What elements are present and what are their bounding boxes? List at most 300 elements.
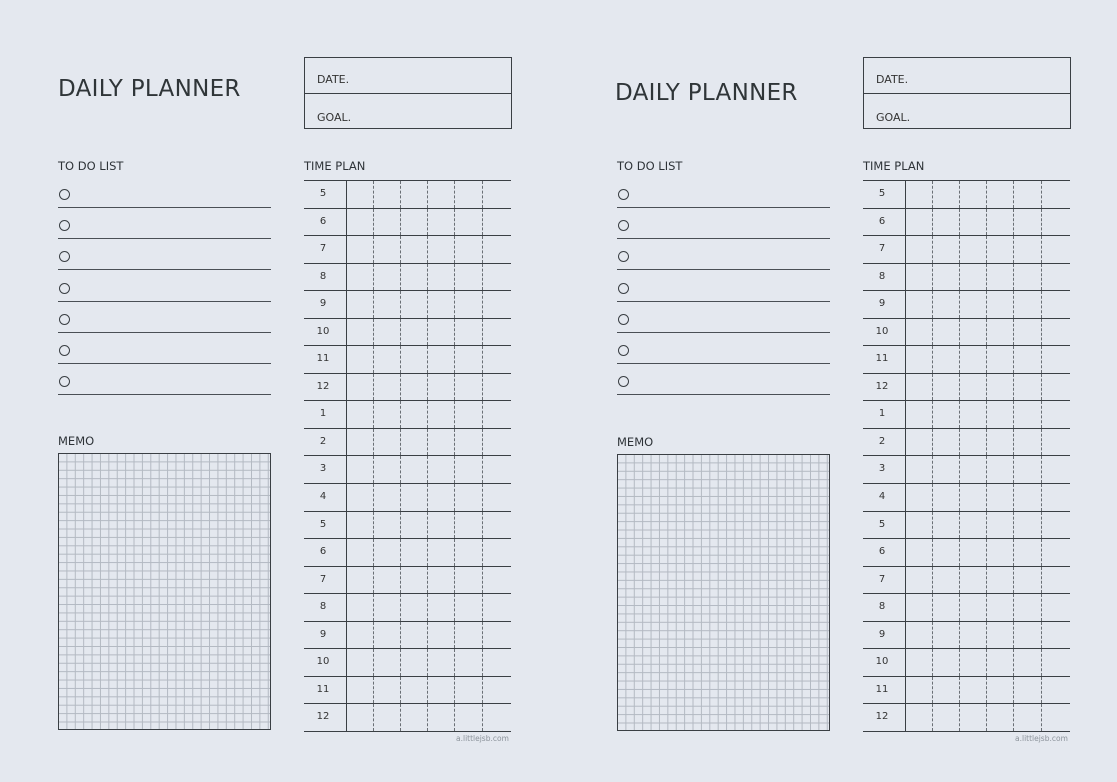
time-slot-row[interactable] [304,181,511,209]
hour-divider [905,677,906,704]
hour-divider [905,346,906,373]
dashed-divider [400,181,401,208]
dashed-divider [454,484,455,511]
checkbox-circle-icon[interactable] [59,314,70,325]
time-slot-row[interactable] [863,677,1070,705]
time-slot-row[interactable] [863,346,1070,374]
time-plan-table [304,180,511,732]
checkbox-circle-icon[interactable] [59,251,70,262]
hour-divider [346,704,347,731]
dashed-divider [427,622,428,649]
hour-divider [905,484,906,511]
dashed-divider [400,236,401,263]
dashed-divider [1041,429,1042,456]
dashed-divider [1013,319,1014,346]
dashed-divider [427,429,428,456]
dashed-divider [482,512,483,539]
time-slot-row[interactable] [863,401,1070,429]
dashed-divider [454,264,455,291]
time-slot-row[interactable] [863,539,1070,567]
hour-divider [905,649,906,676]
time-slot-row[interactable] [863,456,1070,484]
hour-divider [905,374,906,401]
dashed-divider [482,291,483,318]
dashed-divider [986,567,987,594]
dashed-divider [400,704,401,731]
dashed-divider [454,456,455,483]
dashed-divider [427,181,428,208]
dashed-divider [482,236,483,263]
dashed-divider [373,209,374,236]
dashed-divider [427,291,428,318]
dashed-divider [959,264,960,291]
dashed-divider [959,236,960,263]
page-title: DAILY PLANNER [615,80,798,106]
dashed-divider [454,401,455,428]
dashed-divider [986,374,987,401]
dashed-divider [1041,594,1042,621]
dashed-divider [400,374,401,401]
dashed-divider [482,704,483,731]
hour-divider [346,236,347,263]
credit-text: a.littlejsb.com [456,734,509,743]
todo-item[interactable] [58,306,271,333]
hour-label: 8 [319,601,327,613]
dashed-divider [427,209,428,236]
dashed-divider [482,594,483,621]
time-slot-row[interactable] [863,181,1070,209]
dashed-divider [482,677,483,704]
dashed-divider [454,704,455,731]
dashed-divider [373,512,374,539]
hour-label: 9 [319,298,327,310]
time-slot-row[interactable] [863,209,1070,237]
dashed-divider [932,484,933,511]
todo-item[interactable] [58,181,271,208]
dashed-divider [959,594,960,621]
time-slot-row[interactable] [863,291,1070,319]
dashed-divider [932,456,933,483]
time-slot-row[interactable] [863,622,1070,650]
credit-text: a.littlejsb.com [1015,734,1068,743]
time-slot-row[interactable] [863,649,1070,677]
dashed-divider [454,374,455,401]
dashed-divider [1041,346,1042,373]
dashed-divider [400,401,401,428]
dashed-divider [400,539,401,566]
dashed-divider [373,319,374,346]
todo-list-label: TO DO LIST [617,159,683,173]
dashed-divider [959,677,960,704]
dashed-divider [373,539,374,566]
todo-item[interactable] [617,243,830,270]
dashed-divider [959,456,960,483]
time-slot-row[interactable] [304,291,511,319]
todo-item[interactable] [617,368,830,395]
hour-divider [346,456,347,483]
dashed-divider [932,429,933,456]
hour-divider [905,539,906,566]
dashed-divider [482,346,483,373]
dashed-divider [986,236,987,263]
hour-divider [905,567,906,594]
dashed-divider [454,209,455,236]
dashed-divider [959,567,960,594]
dashed-divider [454,677,455,704]
dashed-divider [427,456,428,483]
hour-divider [346,264,347,291]
dashed-divider [400,346,401,373]
checkbox-circle-icon[interactable] [59,345,70,356]
hour-divider [905,429,906,456]
hour-divider [346,181,347,208]
dashed-divider [482,429,483,456]
todo-item[interactable] [617,212,830,239]
dashed-divider [373,236,374,263]
todo-item[interactable] [58,275,271,302]
checkbox-circle-icon[interactable] [618,314,629,325]
dashed-divider [427,484,428,511]
hour-divider [905,512,906,539]
time-slot-row[interactable] [304,401,511,429]
hour-label: 10 [316,656,330,668]
dashed-divider [454,291,455,318]
checkbox-circle-icon[interactable] [59,283,70,294]
hour-label: 2 [319,435,327,447]
hour-label: 6 [319,546,327,558]
dashed-divider [373,649,374,676]
time-slot-row[interactable] [304,677,511,705]
dashed-divider [932,512,933,539]
time-slot-row[interactable] [304,594,511,622]
dashed-divider [932,236,933,263]
hour-label: 5 [319,518,327,530]
hour-label: 4 [878,491,886,503]
time-slot-row[interactable] [863,567,1070,595]
dashed-divider [427,677,428,704]
dashed-divider [932,594,933,621]
hour-label: 5 [319,188,327,199]
time-slot-row[interactable] [863,484,1070,512]
goal-label: GOAL. [317,111,352,124]
dashed-divider [1041,236,1042,263]
hour-label: 11 [316,353,330,365]
dashed-divider [400,594,401,621]
dashed-divider [1013,539,1014,566]
hour-label: 6 [878,215,886,227]
dashed-divider [986,456,987,483]
time-slot-row[interactable] [304,649,511,677]
dashed-divider [373,291,374,318]
dashed-divider [932,539,933,566]
dashed-divider [1013,429,1014,456]
dashed-divider [986,181,987,208]
dashed-divider [959,429,960,456]
time-slot-row[interactable] [304,512,511,540]
dashed-divider [373,401,374,428]
hour-label: 1 [878,408,886,420]
dashed-divider [1041,539,1042,566]
dashed-divider [400,567,401,594]
dashed-divider [1041,704,1042,731]
hour-label: 7 [878,573,886,585]
dashed-divider [986,512,987,539]
todo-item[interactable] [58,243,271,270]
time-slot-row[interactable] [863,374,1070,402]
dashed-divider [400,291,401,318]
dashed-divider [427,401,428,428]
dashed-divider [482,319,483,346]
dashed-divider [482,622,483,649]
time-slot-row[interactable] [304,264,511,292]
time-slot-row[interactable] [304,567,511,595]
date-goal-box [304,57,512,129]
dashed-divider [932,567,933,594]
hour-divider [346,319,347,346]
hour-label: 12 [316,380,330,392]
dashed-divider [454,429,455,456]
dashed-divider [1041,209,1042,236]
hour-divider [905,319,906,346]
dashed-divider [1013,346,1014,373]
dashed-divider [932,677,933,704]
dashed-divider [959,209,960,236]
checkbox-circle-icon[interactable] [618,283,629,294]
hour-label: 10 [316,325,330,337]
hour-divider [905,291,906,318]
dashed-divider [482,567,483,594]
hour-label: 8 [878,270,886,282]
hour-label: 1 [319,408,327,420]
dashed-divider [373,456,374,483]
hour-label: 7 [319,573,327,585]
checkbox-circle-icon[interactable] [618,251,629,262]
dashed-divider [427,539,428,566]
time-slot-row[interactable] [304,236,511,264]
hour-divider [346,567,347,594]
dashed-divider [1041,374,1042,401]
hour-divider [346,677,347,704]
dashed-divider [427,567,428,594]
checkbox-circle-icon[interactable] [59,376,70,387]
time-slot-row[interactable] [863,264,1070,292]
time-slot-row[interactable] [863,594,1070,622]
hour-label: 4 [319,491,327,503]
dashed-divider [1013,374,1014,401]
dashed-divider [482,401,483,428]
hour-label: 11 [875,683,889,695]
hour-label: 12 [875,711,889,723]
dashed-divider [1041,264,1042,291]
dashed-divider [1013,291,1014,318]
dashed-divider [427,594,428,621]
dashed-divider [959,539,960,566]
todo-item[interactable] [617,275,830,302]
hour-divider [905,622,906,649]
hour-label: 7 [319,243,327,255]
dashed-divider [373,346,374,373]
time-slot-row[interactable] [863,236,1070,264]
dashed-divider [959,401,960,428]
dashed-divider [1041,512,1042,539]
dashed-divider [482,649,483,676]
hour-label: 5 [878,518,886,530]
hour-divider [346,512,347,539]
time-slot-row[interactable] [304,456,511,484]
hour-divider [346,209,347,236]
time-slot-row[interactable] [304,484,511,512]
checkbox-circle-icon[interactable] [59,189,70,200]
hour-divider [905,181,906,208]
dashed-divider [482,539,483,566]
hour-label: 12 [316,711,330,723]
time-plan-table [863,180,1070,732]
dashed-divider [1013,567,1014,594]
dashed-divider [959,181,960,208]
dashed-divider [427,649,428,676]
checkbox-circle-icon[interactable] [618,345,629,356]
dashed-divider [1013,594,1014,621]
dashed-divider [1013,209,1014,236]
time-slot-row[interactable] [304,209,511,237]
dashed-divider [932,622,933,649]
hour-label: 10 [875,656,889,668]
dashed-divider [1013,677,1014,704]
todo-item[interactable] [617,337,830,364]
dashed-divider [986,704,987,731]
hour-label: 3 [878,463,886,475]
dashed-divider [959,622,960,649]
dashed-divider [373,264,374,291]
timeplan-label: TIME PLAN [304,159,366,173]
hour-label: 6 [319,215,327,227]
dashed-divider [932,319,933,346]
hour-label: 9 [878,298,886,310]
dashed-divider [400,649,401,676]
dashed-divider [1041,622,1042,649]
dashed-divider [986,622,987,649]
dashed-divider [427,236,428,263]
time-slot-row[interactable] [863,704,1070,732]
dashed-divider [932,291,933,318]
todo-item[interactable] [58,212,271,239]
dashed-divider [986,539,987,566]
checkbox-circle-icon[interactable] [618,189,629,200]
time-slot-row[interactable] [304,429,511,457]
time-slot-row[interactable] [304,346,511,374]
time-slot-row[interactable] [304,539,511,567]
dashed-divider [1041,677,1042,704]
dashed-divider [482,209,483,236]
dashed-divider [454,236,455,263]
time-slot-row[interactable] [304,622,511,650]
dashed-divider [932,181,933,208]
goal-label: GOAL. [876,111,911,124]
checkbox-circle-icon[interactable] [618,376,629,387]
hour-label: 8 [319,270,327,282]
hour-divider [905,704,906,731]
dashed-divider [959,374,960,401]
dashed-divider [959,484,960,511]
page-title: DAILY PLANNER [58,76,241,102]
dashed-divider [986,429,987,456]
time-slot-row[interactable] [863,319,1070,347]
hour-divider [346,594,347,621]
hour-label: 8 [878,601,886,613]
dashed-divider [959,512,960,539]
dashed-divider [482,264,483,291]
dashed-divider [959,319,960,346]
hour-label: 2 [878,435,886,447]
timeplan-label: TIME PLAN [863,159,925,173]
checkbox-circle-icon[interactable] [618,220,629,231]
time-slot-row[interactable] [863,429,1070,457]
dashed-divider [427,346,428,373]
dashed-divider [1041,401,1042,428]
dashed-divider [373,677,374,704]
dashed-divider [373,567,374,594]
dashed-divider [932,704,933,731]
time-slot-row[interactable] [304,374,511,402]
hour-divider [905,236,906,263]
hour-divider [905,594,906,621]
memo-grid[interactable] [58,453,271,730]
time-slot-row[interactable] [863,512,1070,540]
dashed-divider [373,374,374,401]
todo-item[interactable] [58,368,271,395]
dashed-divider [427,374,428,401]
planner-right [617,0,1077,782]
dashed-divider [454,319,455,346]
dashed-divider [986,677,987,704]
dashed-divider [1013,512,1014,539]
dashed-divider [932,401,933,428]
dashed-divider [400,429,401,456]
hour-divider [346,649,347,676]
dashed-divider [959,704,960,731]
todo-list-label: TO DO LIST [58,159,124,173]
dashed-divider [1013,704,1014,731]
todo-item[interactable] [617,181,830,208]
dashed-divider [454,649,455,676]
dashed-divider [986,209,987,236]
dashed-divider [932,649,933,676]
dashed-divider [482,484,483,511]
dashed-divider [373,594,374,621]
dashed-divider [427,319,428,346]
memo-grid[interactable] [617,454,830,731]
dashed-divider [454,622,455,649]
dashed-divider [1041,181,1042,208]
dashed-divider [373,704,374,731]
checkbox-circle-icon[interactable] [59,220,70,231]
dashed-divider [454,567,455,594]
dashed-divider [986,484,987,511]
dashed-divider [986,401,987,428]
dashed-divider [1013,264,1014,291]
todo-item[interactable] [58,337,271,364]
dashed-divider [400,264,401,291]
dashed-divider [373,181,374,208]
dashed-divider [1041,567,1042,594]
time-slot-row[interactable] [304,704,511,732]
dashed-divider [1013,484,1014,511]
todo-item[interactable] [617,306,830,333]
hour-divider [346,484,347,511]
hour-label: 5 [878,188,886,199]
time-slot-row[interactable] [304,319,511,347]
dashed-divider [454,346,455,373]
